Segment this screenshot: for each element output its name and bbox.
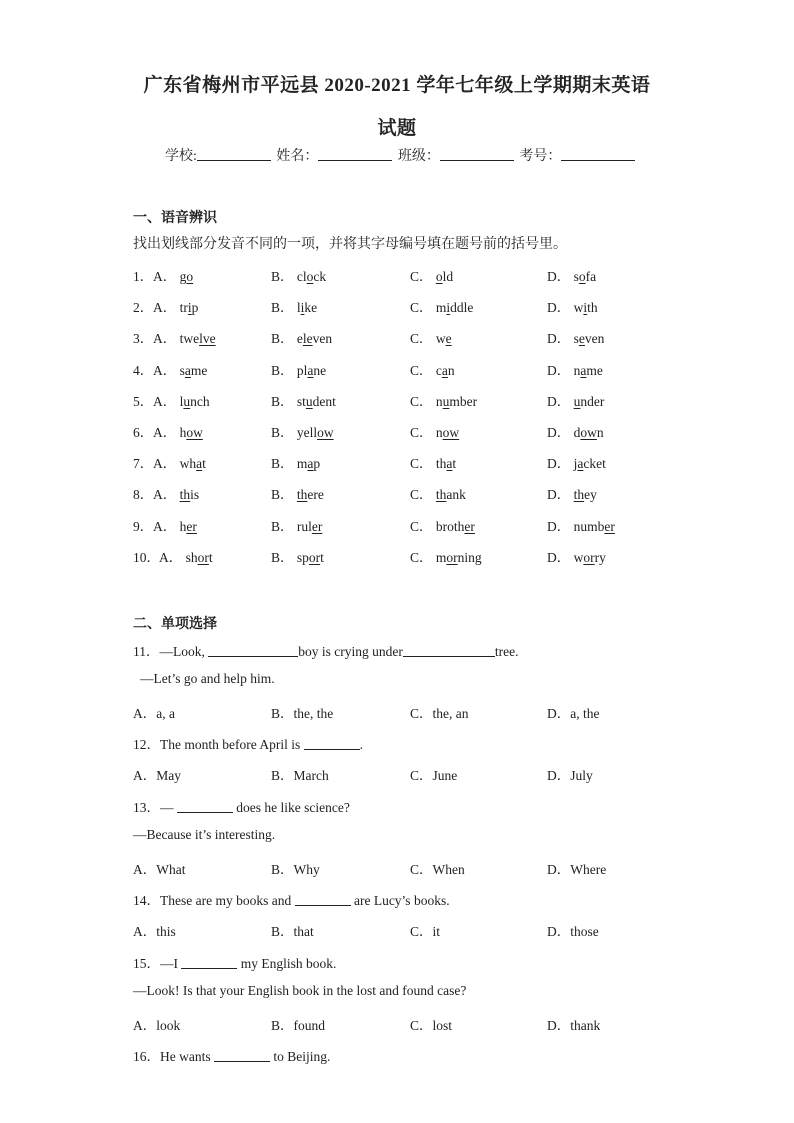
underlined-letters: le (302, 331, 313, 347)
question-text: boy is crying under (298, 644, 403, 659)
option-d[interactable]: D．a, the (547, 706, 600, 721)
option-b[interactable]: B． map (271, 456, 321, 472)
option-b[interactable]: B． clock (271, 269, 327, 284)
phonics-question-8 (133, 483, 693, 503)
answer-blank[interactable] (304, 737, 360, 750)
question-11 (133, 640, 518, 660)
option-a[interactable]: A． her (153, 518, 197, 534)
section2-heading: 二、单项选择 (133, 617, 217, 632)
option-d[interactable]: D． sofa (547, 269, 597, 284)
underlined-letters: o (578, 269, 586, 284)
option-d[interactable]: D．thank (547, 1018, 601, 1033)
school-label: 学校: (165, 149, 197, 164)
option-a[interactable]: A． same (153, 362, 208, 378)
underlined-letters: a (307, 362, 314, 378)
question-text: does he like science? (232, 800, 350, 815)
option-d[interactable]: D． with (547, 300, 598, 316)
exam-number-blank[interactable] (561, 148, 635, 161)
question-number: 9． (133, 518, 154, 534)
underlined-letters: u (305, 393, 313, 409)
question-13-options (133, 858, 693, 878)
student-info-fields (165, 145, 637, 165)
option-a[interactable]: A．look (133, 1018, 181, 1033)
option-c[interactable]: C．June (410, 768, 458, 783)
option-c[interactable]: C． old (410, 269, 454, 284)
underlined-letters: ow (580, 425, 597, 440)
underlined-letters: or (583, 549, 595, 565)
exam-number-label: 考号： (519, 149, 562, 164)
option-a[interactable]: A． what (153, 456, 206, 472)
underlined-letters: a (184, 362, 191, 378)
underlined-letters: a (577, 456, 584, 472)
option-b[interactable]: B．March (271, 768, 329, 783)
option-b[interactable]: B． sport (271, 549, 324, 565)
answer-blank[interactable] (177, 800, 233, 813)
option-c[interactable]: C． middle (410, 300, 474, 316)
underlined-letters: er (311, 518, 323, 534)
option-a[interactable]: A． lunch (153, 393, 210, 409)
underlined-letters: ow (186, 425, 203, 440)
question-13-reply: —Because it’s interesting. (133, 827, 276, 842)
name-blank[interactable] (318, 148, 392, 161)
underlined-letters: lve (199, 331, 216, 347)
option-b[interactable]: B．that (271, 924, 314, 939)
option-c[interactable]: C．When (410, 862, 465, 877)
option-b[interactable]: B． there (271, 487, 324, 503)
question-number: 13． (133, 800, 160, 815)
underlined-letters: th (179, 487, 191, 503)
option-c[interactable]: C． thank (410, 487, 466, 503)
question-text: are Lucy’s books. (350, 893, 450, 908)
question-number: 15． (133, 956, 160, 971)
option-a[interactable]: A． go (153, 269, 194, 284)
option-a[interactable]: A． trip (153, 300, 199, 316)
underlined-letters: e (578, 331, 585, 347)
option-d[interactable]: D． down (547, 425, 604, 440)
phonics-question-6 (133, 421, 693, 441)
underlined-letters: a (441, 362, 448, 378)
question-number: 10． (133, 549, 160, 565)
phonics-question-5 (133, 390, 693, 410)
option-c[interactable]: C． we (410, 331, 452, 347)
phonics-question-3 (133, 327, 693, 347)
option-b[interactable]: B．the, the (271, 706, 334, 721)
phonics-question-7 (133, 452, 693, 472)
underlined-letters: or (197, 549, 209, 565)
phonics-question-9 (133, 515, 693, 535)
option-d[interactable]: D．Where (547, 862, 607, 877)
question-15-options (133, 1014, 693, 1034)
underlined-letters: or (446, 549, 458, 565)
option-c[interactable]: C． morning (410, 549, 482, 565)
underlined-letters: o (186, 269, 194, 284)
name-label: 姓名： (276, 149, 319, 164)
question-number: 8． (133, 487, 154, 503)
question-16 (133, 1045, 330, 1065)
underlined-letters: th (296, 487, 308, 503)
question-14 (133, 889, 450, 909)
option-d[interactable]: D． number (547, 518, 615, 534)
phonics-question-10 (133, 546, 693, 566)
underlined-letters: a (446, 456, 453, 472)
underlined-letters: or (308, 549, 321, 565)
question-text: —Look, (159, 644, 209, 659)
underlined-letters: th (435, 487, 447, 503)
question-number: 7． (133, 456, 154, 472)
underlined-letters: o (306, 269, 314, 284)
underlined-letters: er (464, 518, 475, 534)
underlined-letters: ow (442, 425, 460, 440)
exam-title-line2: 试题 (377, 118, 417, 139)
underlined-letters: i (187, 300, 192, 316)
option-c[interactable]: C． can (410, 362, 455, 378)
option-a[interactable]: A．May (133, 768, 181, 783)
answer-blank[interactable] (181, 956, 237, 969)
phonics-question-4 (133, 359, 693, 379)
question-12-options (133, 764, 693, 784)
question-text: The month before April is (160, 737, 304, 752)
option-d[interactable]: D． jacket (547, 456, 606, 472)
option-d[interactable]: D． they (547, 487, 597, 503)
option-c[interactable]: C．it (410, 924, 441, 939)
option-b[interactable]: B． student (271, 393, 336, 409)
underlined-letters: th (573, 487, 585, 503)
question-text: to Beijing. (270, 1049, 331, 1064)
option-d[interactable]: D． seven (547, 331, 605, 347)
question-text: — (160, 800, 177, 815)
question-15-reply: —Look! Is that your English book in the lost and found case? (133, 983, 467, 998)
question-number: 12． (133, 737, 160, 752)
question-text: These are my books and (160, 893, 295, 908)
underlined-letters: i (583, 300, 588, 316)
underlined-letters: a (307, 456, 314, 472)
underlined-letters: e (445, 331, 452, 347)
question-number: 11． (133, 644, 160, 659)
answer-blank[interactable] (403, 644, 495, 657)
option-b[interactable]: B． yellow (271, 425, 334, 440)
option-a[interactable]: A．a, a (133, 706, 175, 721)
question-text: He wants (160, 1049, 214, 1064)
underlined-letters: er (186, 518, 197, 534)
answer-blank[interactable] (214, 1049, 270, 1062)
underlined-letters: a (196, 456, 203, 472)
option-d[interactable]: D． name (547, 362, 603, 378)
question-number: 14． (133, 893, 160, 908)
option-d[interactable]: D． under (547, 393, 605, 409)
question-15 (133, 952, 336, 972)
question-number: 6． (133, 425, 154, 440)
option-b[interactable]: B．Why (271, 862, 320, 877)
answer-blank[interactable] (295, 893, 351, 906)
option-c[interactable]: C． number (410, 393, 478, 409)
phonics-question-2 (133, 296, 693, 316)
option-c[interactable]: C． brother (410, 518, 475, 534)
section1-instruction: 找出划线部分发音不同的一项，并将其字母编号填在题号前的括号里。 (133, 237, 567, 252)
exam-title-line1: 广东省梅州市平远县 2020-2021 学年七年级上学期期末英语 (143, 75, 651, 96)
question-number: 16． (133, 1049, 160, 1064)
question-13 (133, 796, 350, 816)
question-11-options (133, 702, 693, 722)
question-text: —I (160, 956, 182, 971)
answer-blank[interactable] (208, 644, 298, 657)
option-c[interactable]: C．lost (410, 1018, 453, 1033)
option-b[interactable]: B．found (271, 1018, 325, 1033)
underlined-letters: er (604, 518, 615, 534)
option-a[interactable]: A．this (133, 924, 176, 939)
question-text: tree. (494, 644, 519, 659)
option-c[interactable]: C． now (410, 425, 460, 440)
class-label: 班级： (397, 149, 440, 164)
option-d[interactable]: D．July (547, 768, 593, 783)
question-text: my English book. (237, 956, 337, 971)
class-blank[interactable] (440, 148, 514, 161)
option-d[interactable]: D． worry (547, 549, 606, 565)
question-number: 5． (133, 393, 154, 409)
question-number: 2． (133, 300, 154, 316)
option-a[interactable]: A． how (153, 425, 203, 440)
question-text: . (359, 737, 363, 752)
option-d[interactable]: D．those (547, 924, 599, 939)
option-b[interactable]: B． plane (271, 362, 327, 378)
question-14-options (133, 920, 693, 940)
option-a[interactable]: A． this (153, 487, 200, 503)
option-c[interactable]: C． that (410, 456, 457, 472)
question-number: 1． (133, 269, 154, 284)
underlined-letters: a (580, 362, 587, 378)
option-a[interactable]: A． short (159, 549, 213, 565)
option-a[interactable]: A．What (133, 862, 186, 877)
school-blank[interactable] (197, 148, 271, 161)
question-11-reply: —Let’s go and help him. (140, 671, 275, 686)
option-b[interactable]: B． ruler (271, 518, 323, 534)
question-number: 4． (133, 362, 154, 378)
underlined-letters: i (300, 300, 305, 316)
option-c[interactable]: C．the, an (410, 706, 469, 721)
option-b[interactable]: B． like (271, 300, 318, 316)
underlined-letters: u (442, 393, 450, 409)
question-number: 3． (133, 331, 154, 347)
underlined-letters: u (183, 393, 191, 409)
underlined-letters: ow (317, 425, 334, 440)
section1-heading: 一、语音辨识 (133, 211, 217, 226)
question-12 (133, 733, 363, 753)
option-a[interactable]: A． twelve (153, 331, 216, 347)
underlined-letters: o (435, 269, 443, 284)
phonics-question-1 (133, 265, 693, 285)
underlined-letters: i (446, 300, 451, 316)
underlined-letters: u (573, 393, 581, 409)
option-b[interactable]: B． eleven (271, 331, 333, 347)
